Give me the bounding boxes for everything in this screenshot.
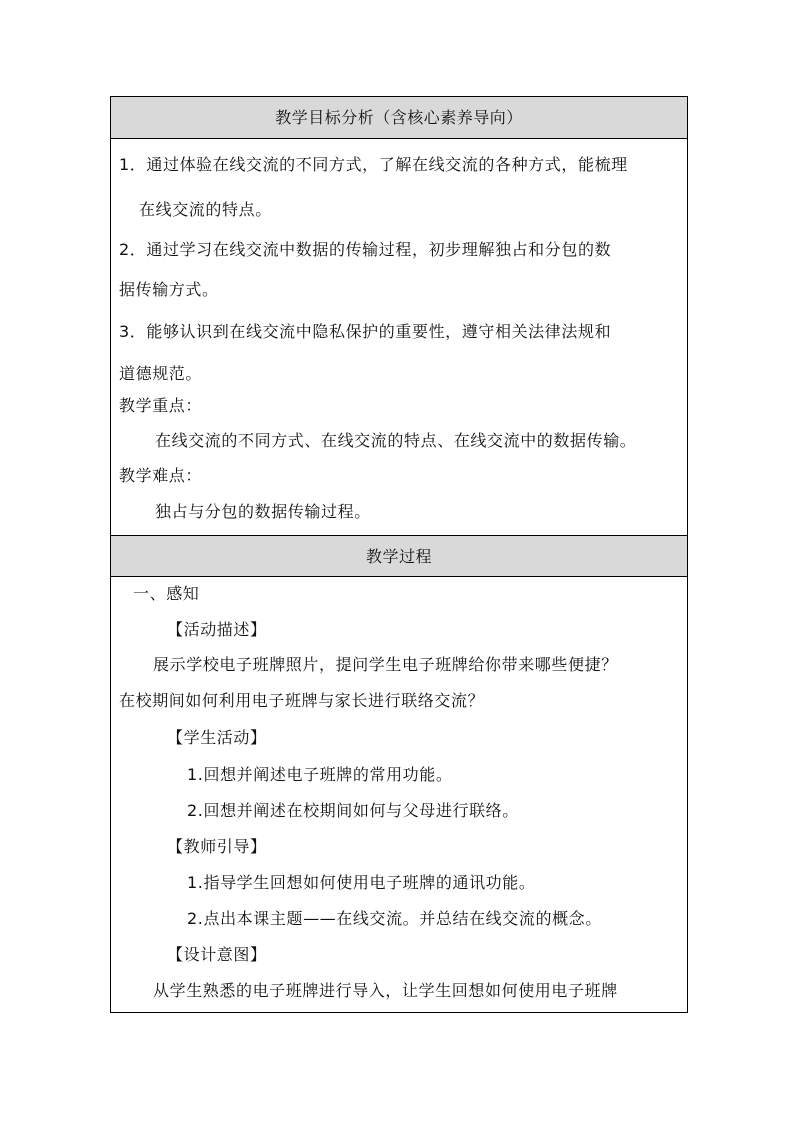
activity-label: 【活动描述】 [167,620,267,639]
student-item-1: 1.回想并阐述电子班牌的常用功能。 [187,765,453,784]
difficult-points-text: 独占与分包的数据传输过程。 [155,502,371,521]
stage-title: 一、感知 [133,584,200,603]
objectives-header: 教学目标分析（含核心素养导向） [111,97,687,139]
activity-text-line-1: 展示学校电子班牌照片，提问学生电子班牌给你带来哪些便捷？ [153,655,618,674]
lesson-plan-table [110,96,688,1013]
goal-1-line-1: 1．通过体验在线交流的不同方式，了解在线交流的各种方式，能梳理 [119,155,628,174]
goal-3-line-1: 3．能够认识到在线交流中隐私保护的重要性，遵守相关法律法规和 [119,322,612,341]
goal-2-line-2: 据传输方式。 [119,280,219,299]
design-intent-text: 从学生熟悉的电子班牌进行导入，让学生回想如何使用电子班牌 [153,981,618,1000]
key-points-label: 教学重点： [119,396,203,415]
key-points-text: 在线交流的不同方式、在线交流的特点、在线交流中的数据传输。 [155,431,637,450]
design-intent-label: 【设计意图】 [167,945,267,964]
goal-1-line-2: 在线交流的特点。 [139,200,272,219]
teacher-item-2: 2.点出本课主题——在线交流。并总结在线交流的概念。 [187,909,602,928]
teacher-item-1: 1.指导学生回想如何使用电子班牌的通讯功能。 [187,873,536,892]
student-item-2: 2.回想并阐述在校期间如何与父母进行联络。 [187,801,519,820]
goal-2-line-1: 2．通过学习在线交流中数据的传输过程，初步理解独占和分包的数 [119,240,612,259]
teacher-guidance-label: 【教师引导】 [167,837,267,856]
goal-3-line-2: 道德规范。 [119,364,203,383]
activity-text-line-2: 在校期间如何利用电子班牌与家长进行联络交流？ [119,691,485,710]
process-header: 教学过程 [111,535,687,577]
difficult-points-label: 教学难点： [119,466,203,485]
student-activity-label: 【学生活动】 [167,728,267,747]
